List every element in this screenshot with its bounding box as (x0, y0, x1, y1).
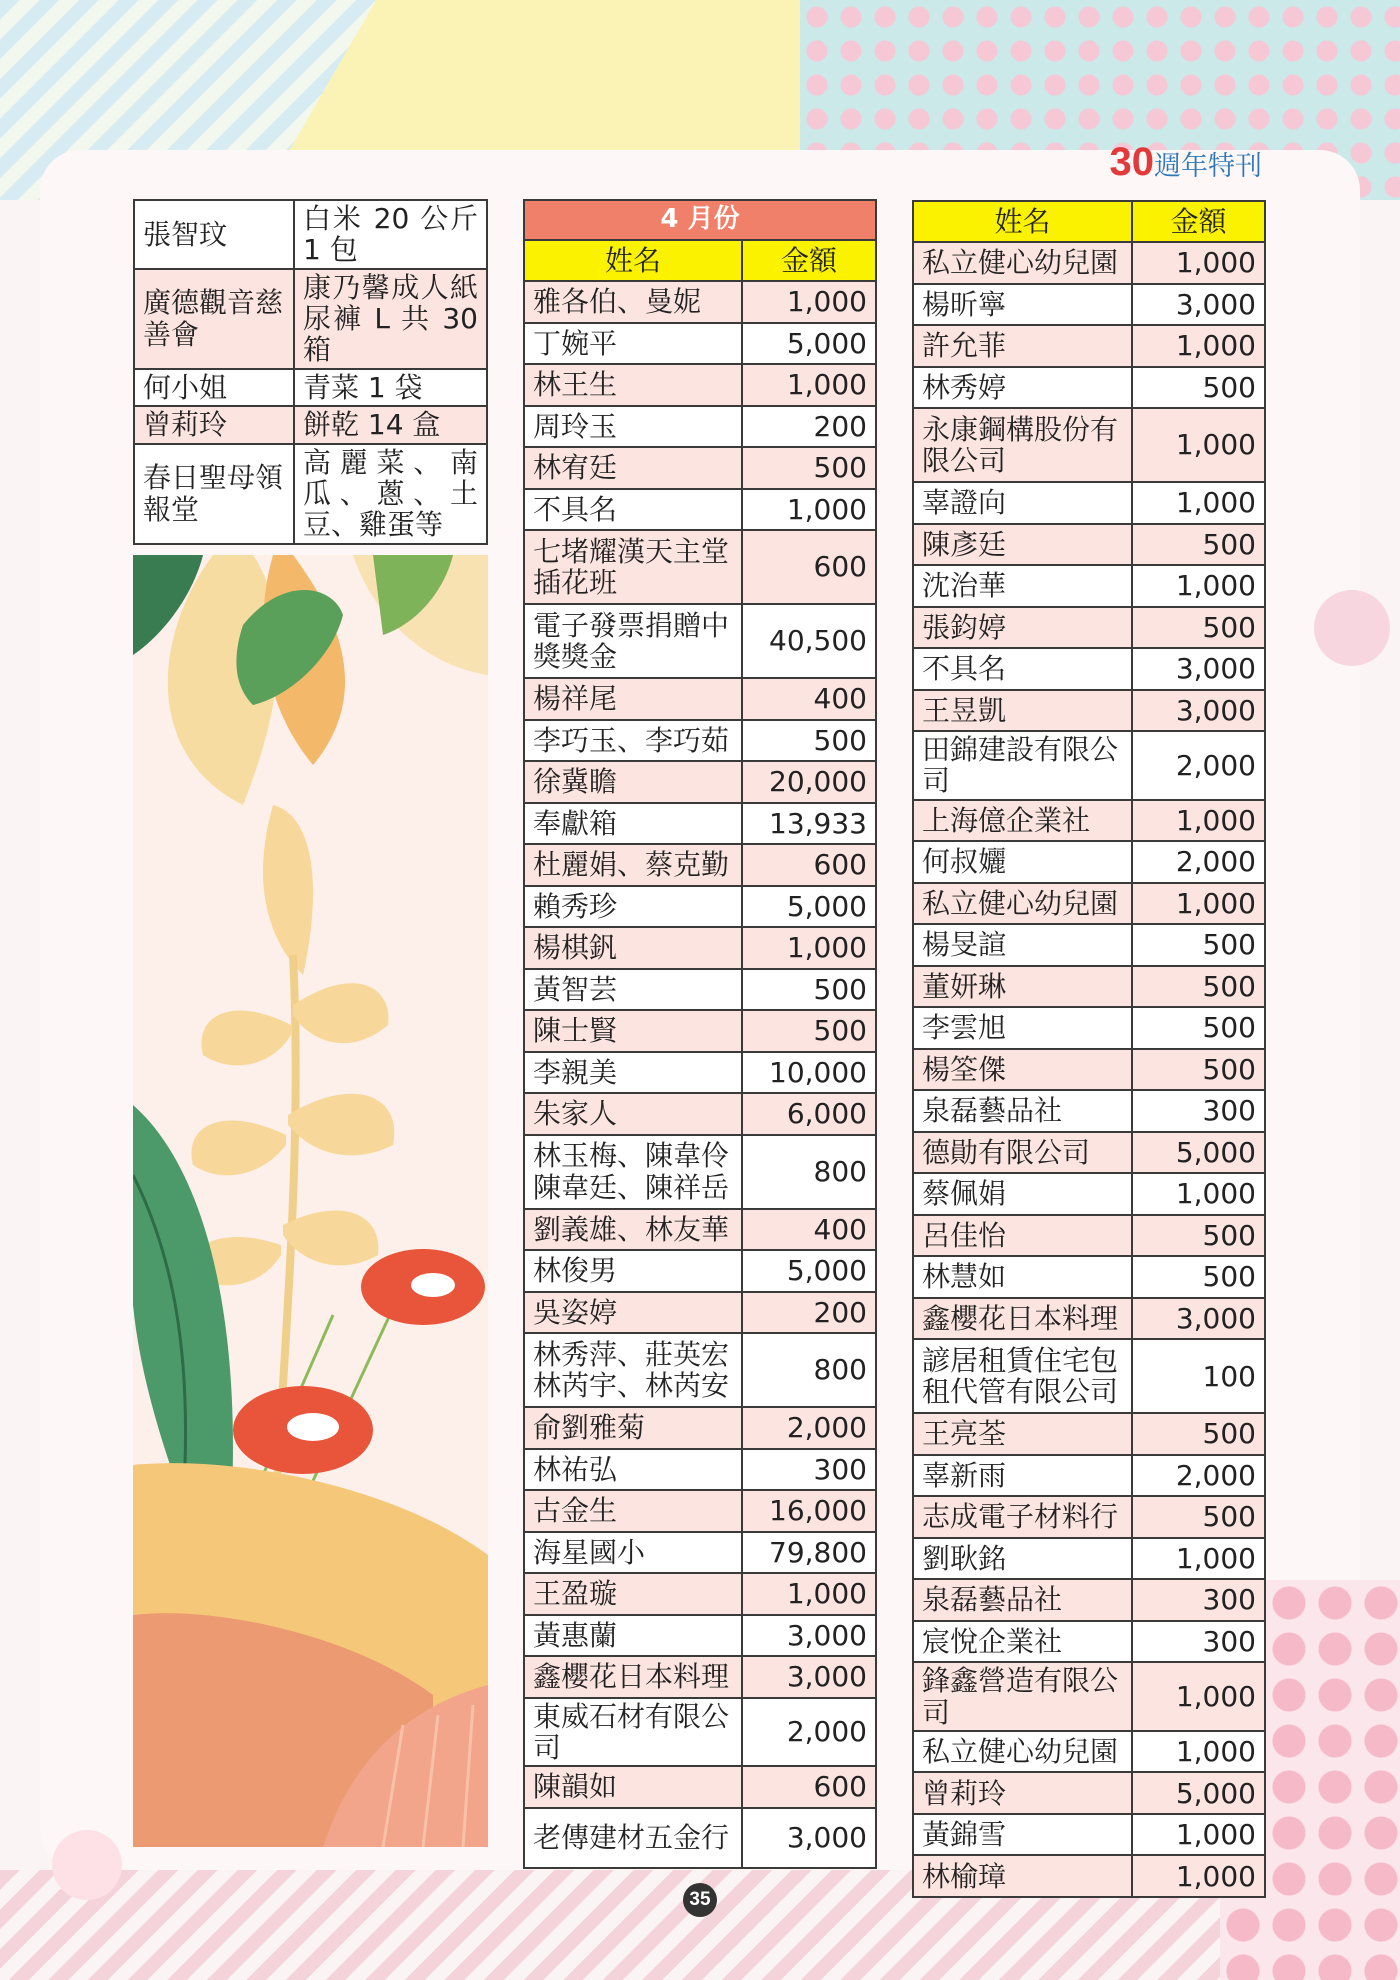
donation-amount: 2,000 (1132, 841, 1265, 883)
donation-amount: 500 (742, 969, 876, 1011)
donation-amount: 16,000 (742, 1490, 876, 1532)
donor-name: 賴秀珍 (524, 886, 742, 928)
table-row (134, 369, 487, 406)
table-row (524, 1052, 876, 1094)
donor-name: 蔡佩娟 (913, 1173, 1132, 1215)
donor-name: 沈治華 (913, 565, 1132, 607)
decorative-circle (1314, 590, 1390, 666)
donor-name: 陳士賢 (524, 1010, 742, 1052)
table-row (524, 886, 876, 928)
donation-amount: 2,000 (1132, 731, 1265, 800)
table-row (524, 969, 876, 1011)
donor-name: 林王生 (524, 364, 742, 406)
name-column-header: 姓名 (524, 240, 742, 281)
donor-name: 徐冀瞻 (524, 761, 742, 803)
table-row (524, 406, 876, 448)
table-row (913, 648, 1265, 690)
donation-amount: 300 (1132, 1621, 1265, 1663)
donation-amount: 1,000 (1132, 482, 1265, 524)
donation-amount: 1,000 (1132, 1662, 1265, 1731)
table-row (524, 1698, 876, 1767)
table-row (913, 1413, 1265, 1455)
donation-amount: 1,000 (1132, 1814, 1265, 1856)
donor-name: 林祐弘 (524, 1449, 742, 1491)
donation-amount: 5,000 (742, 886, 876, 928)
table-row (913, 1455, 1265, 1497)
table-row (913, 1731, 1265, 1773)
table-row (913, 1621, 1265, 1663)
donor-name: 林秀婷 (913, 367, 1132, 409)
donor-name: 劉義雄、林友華 (524, 1209, 742, 1251)
donor-name: 海星國小 (524, 1532, 742, 1574)
donor-name: 朱家人 (524, 1093, 742, 1135)
table-row (134, 269, 487, 369)
donor-name: 楊祥尾 (524, 678, 742, 720)
donated-item: 餅乾 14 盒 (294, 406, 487, 443)
donation-amount: 500 (1132, 1215, 1265, 1257)
donation-amount: 20,000 (742, 761, 876, 803)
table-row (913, 800, 1265, 842)
flower-plant-icon (133, 555, 488, 1847)
donor-name: 田錦建設有限公司 (913, 731, 1132, 800)
donor-name: 董妍琳 (913, 966, 1132, 1008)
donor-name: 劉耿銘 (913, 1538, 1132, 1580)
donation-amount: 300 (1132, 1579, 1265, 1621)
donation-amount: 1,000 (1132, 1173, 1265, 1215)
table-row (913, 924, 1265, 966)
donation-amount: 3,000 (742, 1615, 876, 1657)
donor-name: 辜新雨 (913, 1455, 1132, 1497)
table-row (913, 731, 1265, 800)
table-row (913, 690, 1265, 732)
donation-amount: 1,000 (742, 927, 876, 969)
month-header: 4 月份 (524, 200, 876, 240)
donation-amount: 3,000 (1132, 648, 1265, 690)
donation-amount: 300 (1132, 1090, 1265, 1132)
donation-amount: 500 (1132, 924, 1265, 966)
donation-amount: 500 (1132, 1256, 1265, 1298)
table-row (524, 1656, 876, 1698)
issue-title: 週年特刊 (1154, 151, 1262, 182)
table-row (524, 1010, 876, 1052)
donation-amount: 2,000 (742, 1698, 876, 1767)
table-row (913, 607, 1265, 649)
april-donations-table (523, 199, 877, 1869)
donor-name: 許允菲 (913, 325, 1132, 367)
donor-name: 志成電子材料行 (913, 1496, 1132, 1538)
donation-amount: 500 (1132, 1413, 1265, 1455)
table-row (913, 1538, 1265, 1580)
donation-amount: 500 (1132, 1496, 1265, 1538)
table-row (524, 1135, 876, 1209)
table-row (134, 406, 487, 443)
donation-amount: 400 (742, 1209, 876, 1251)
donation-amount: 600 (742, 1766, 876, 1808)
donation-amount: 500 (1132, 607, 1265, 649)
donation-amount: 500 (742, 720, 876, 762)
donor-name: 俞劉雅菊 (524, 1407, 742, 1449)
donation-amount: 5,000 (1132, 1132, 1265, 1174)
donor-name: 周玲玉 (524, 406, 742, 448)
donor-name: 私立健心幼兒園 (913, 1731, 1132, 1773)
donation-amount: 3,000 (1132, 1298, 1265, 1340)
table-row (913, 1049, 1265, 1091)
donor-name: 辜證向 (913, 482, 1132, 524)
table-row (913, 1662, 1265, 1731)
table-row (913, 482, 1265, 524)
table-row (524, 1532, 876, 1574)
donation-amount: 40,500 (742, 604, 876, 678)
donation-amount: 1,000 (742, 489, 876, 531)
donation-amount: 600 (742, 844, 876, 886)
donor-name: 林慧如 (913, 1256, 1132, 1298)
donation-amount: 500 (742, 447, 876, 489)
donation-amount: 13,933 (742, 803, 876, 845)
table-row (524, 1250, 876, 1292)
donor-name: 諺居租賃住宅包租代管有限公司 (913, 1339, 1132, 1413)
table-row (913, 1855, 1265, 1897)
donations-table-continued (912, 200, 1266, 1898)
table-row (524, 1766, 876, 1808)
donor-name: 林宥廷 (524, 447, 742, 489)
table-row (913, 1090, 1265, 1132)
donor-name: 李雲旭 (913, 1007, 1132, 1049)
donation-amount: 500 (1132, 966, 1265, 1008)
donor-name: 黃錦雪 (913, 1814, 1132, 1856)
donation-amount: 1,000 (1132, 883, 1265, 925)
table-row (913, 284, 1265, 326)
donation-amount: 200 (742, 406, 876, 448)
donor-name: 永康鋼構股份有限公司 (913, 408, 1132, 482)
donation-amount: 1,000 (1132, 800, 1265, 842)
table-row (913, 1339, 1265, 1413)
donated-item: 白米 20 公斤 1 包 (294, 200, 487, 269)
donation-amount: 200 (742, 1292, 876, 1334)
donor-name: 上海億企業社 (913, 800, 1132, 842)
donor-name: 東威石材有限公司 (524, 1698, 742, 1767)
donor-name: 王亮荃 (913, 1413, 1132, 1455)
donated-item: 高麗菜、南瓜、蔥、土豆、雞蛋等 (294, 444, 487, 544)
donation-amount: 2,000 (1132, 1455, 1265, 1497)
donor-name: 古金生 (524, 1490, 742, 1532)
donation-amount: 400 (742, 678, 876, 720)
donor-name: 張智玟 (134, 200, 294, 269)
table-row (134, 444, 487, 544)
table-row (913, 1132, 1265, 1174)
name-column-header: 姓名 (913, 201, 1132, 242)
donor-name: 丁婉平 (524, 323, 742, 365)
donor-name: 泉磊藝品社 (913, 1090, 1132, 1132)
donor-name: 吳姿婷 (524, 1292, 742, 1334)
table-row (913, 966, 1265, 1008)
donor-name: 陳彥廷 (913, 524, 1132, 566)
donor-name: 老傳建材五金行 (524, 1808, 742, 1868)
table-row (913, 1814, 1265, 1856)
table-row (524, 604, 876, 678)
table-row (524, 678, 876, 720)
donor-name: 何小姐 (134, 369, 294, 406)
donor-name: 楊昕寧 (913, 284, 1132, 326)
table-row (913, 242, 1265, 284)
table-row (524, 1490, 876, 1532)
table-row (524, 1573, 876, 1615)
table-row (524, 844, 876, 886)
table-row (524, 761, 876, 803)
donor-name: 林榆璋 (913, 1855, 1132, 1897)
donor-name: 林秀萍、莊英宏林芮宇、林芮安 (524, 1333, 742, 1407)
donation-amount: 100 (1132, 1339, 1265, 1413)
donation-amount: 1,000 (742, 364, 876, 406)
donation-amount: 2,000 (742, 1407, 876, 1449)
table-row (913, 1007, 1265, 1049)
donation-amount: 1,000 (1132, 325, 1265, 367)
donation-amount: 79,800 (742, 1532, 876, 1574)
donation-amount: 1,000 (1132, 1731, 1265, 1773)
table-row (524, 323, 876, 365)
donor-name: 李巧玉、李巧茹 (524, 720, 742, 762)
table-row (524, 720, 876, 762)
donation-amount: 3,000 (1132, 284, 1265, 326)
donation-amount: 300 (742, 1449, 876, 1491)
donation-amount: 1,000 (1132, 1855, 1265, 1897)
table-row (524, 447, 876, 489)
decorative-circle (52, 1830, 122, 1900)
table-row (524, 1449, 876, 1491)
table-row (524, 364, 876, 406)
table-row (524, 489, 876, 531)
donor-name: 何叔孋 (913, 841, 1132, 883)
table-row (524, 1615, 876, 1657)
table-row (913, 841, 1265, 883)
donor-name: 奉獻箱 (524, 803, 742, 845)
donation-amount: 6,000 (742, 1093, 876, 1135)
donation-amount: 3,000 (742, 1656, 876, 1698)
donor-name: 王昱凱 (913, 690, 1132, 732)
table-row (913, 1579, 1265, 1621)
donor-name: 私立健心幼兒園 (913, 883, 1132, 925)
table-row (913, 1256, 1265, 1298)
table-row (913, 1772, 1265, 1814)
donation-amount: 5,000 (742, 323, 876, 365)
table-row (524, 1808, 876, 1868)
donor-name: 呂佳怡 (913, 1215, 1132, 1257)
donation-amount: 5,000 (1132, 1772, 1265, 1814)
donor-name: 楊棋釩 (524, 927, 742, 969)
table-row (913, 1173, 1265, 1215)
donated-item: 青菜 1 袋 (294, 369, 487, 406)
donor-name: 曾莉玲 (913, 1772, 1132, 1814)
issue-number: 30 (1109, 140, 1154, 184)
donor-name: 杜麗娟、蔡克勤 (524, 844, 742, 886)
in-kind-donations-table (133, 199, 488, 545)
donation-amount: 500 (1132, 524, 1265, 566)
table-row (913, 1496, 1265, 1538)
floral-illustration (133, 555, 488, 1847)
donation-amount: 1,000 (1132, 408, 1265, 482)
table-row (913, 1215, 1265, 1257)
table-row (524, 1209, 876, 1251)
donor-name: 曾莉玲 (134, 406, 294, 443)
donor-name: 泉磊藝品社 (913, 1579, 1132, 1621)
donor-name: 雅各伯、曼妮 (524, 281, 742, 323)
donor-name: 鑫櫻花日本料理 (913, 1298, 1132, 1340)
table-row (524, 927, 876, 969)
donor-name: 宸悅企業社 (913, 1621, 1132, 1663)
table-row (913, 325, 1265, 367)
donor-name: 不具名 (913, 648, 1132, 690)
donor-name: 黃惠蘭 (524, 1615, 742, 1657)
table-row (913, 367, 1265, 409)
donor-name: 林玉梅、陳韋伶陳韋廷、陳祥岳 (524, 1135, 742, 1209)
table-row (134, 200, 487, 269)
table-row (524, 281, 876, 323)
donor-name: 不具名 (524, 489, 742, 531)
donor-name: 楊旻諠 (913, 924, 1132, 966)
donation-amount: 5,000 (742, 1250, 876, 1292)
donor-name: 七堵耀漢天主堂插花班 (524, 530, 742, 604)
page-header (1110, 140, 1263, 185)
donation-amount: 500 (1132, 367, 1265, 409)
donor-name: 黃智芸 (524, 969, 742, 1011)
donor-name: 廣德觀音慈善會 (134, 269, 294, 369)
table-row (524, 1333, 876, 1407)
donor-name: 李親美 (524, 1052, 742, 1094)
donation-amount: 1,000 (1132, 565, 1265, 607)
table-row (524, 1093, 876, 1135)
table-row (524, 803, 876, 845)
donation-amount: 1,000 (742, 281, 876, 323)
table-row (524, 1407, 876, 1449)
donor-name: 私立健心幼兒園 (913, 242, 1132, 284)
donor-name: 陳韻如 (524, 1766, 742, 1808)
donation-amount: 500 (1132, 1007, 1265, 1049)
page-number: 35 (683, 1883, 717, 1917)
table-row (913, 883, 1265, 925)
table-row (524, 530, 876, 604)
donor-name: 楊筌傑 (913, 1049, 1132, 1091)
donation-amount: 500 (1132, 1049, 1265, 1091)
donor-name: 鋒鑫營造有限公司 (913, 1662, 1132, 1731)
donor-name: 王盈璇 (524, 1573, 742, 1615)
table-row (913, 408, 1265, 482)
amount-column-header: 金額 (742, 240, 876, 281)
donation-amount: 10,000 (742, 1052, 876, 1094)
donation-amount: 3,000 (1132, 690, 1265, 732)
donor-name: 春日聖母領報堂 (134, 444, 294, 544)
donation-amount: 1,000 (1132, 242, 1265, 284)
donation-amount: 500 (742, 1010, 876, 1052)
donor-name: 林俊男 (524, 1250, 742, 1292)
donation-amount: 3,000 (742, 1808, 876, 1868)
donor-name: 鑫櫻花日本料理 (524, 1656, 742, 1698)
table-row (913, 524, 1265, 566)
donor-name: 張鈞婷 (913, 607, 1132, 649)
amount-column-header: 金額 (1132, 201, 1265, 242)
donation-amount: 1,000 (742, 1573, 876, 1615)
donor-name: 電子發票捐贈中獎獎金 (524, 604, 742, 678)
table-row (524, 1292, 876, 1334)
donor-name: 德勛有限公司 (913, 1132, 1132, 1174)
donated-item: 康乃馨成人紙尿褲 L 共 30 箱 (294, 269, 487, 369)
table-row (913, 565, 1265, 607)
donation-amount: 800 (742, 1333, 876, 1407)
donation-amount: 800 (742, 1135, 876, 1209)
table-row (913, 1298, 1265, 1340)
donation-amount: 1,000 (1132, 1538, 1265, 1580)
donation-amount: 600 (742, 530, 876, 604)
